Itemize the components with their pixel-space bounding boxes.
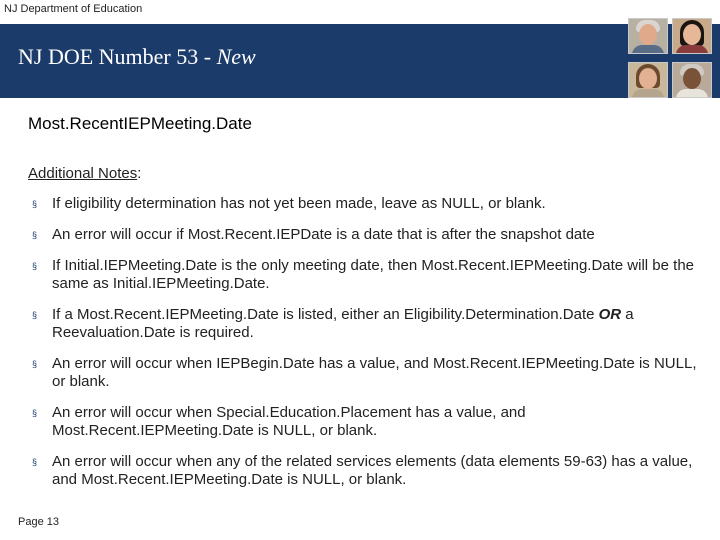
bullet-icon: § bbox=[32, 457, 38, 467]
slide-title-new: New bbox=[216, 44, 256, 69]
note-emphasis: OR bbox=[598, 306, 622, 323]
slide-title bbox=[18, 44, 256, 70]
bullet-icon: § bbox=[32, 310, 38, 320]
page-number: Page 13 bbox=[18, 516, 59, 528]
photo-man-gray-hair bbox=[628, 18, 668, 54]
bullet-icon: § bbox=[32, 261, 38, 271]
notes-list bbox=[28, 195, 698, 502]
title-banner bbox=[0, 24, 720, 98]
note-item: § If Initial.IEPMeeting.Date is the only meeting date, then Most.Recent.IEPMeeting.Date will be the same as Initial.IEPMeeting.Date. bbox=[32, 257, 695, 292]
field-heading: Most.RecentIEPMeeting.Date bbox=[28, 114, 252, 133]
photo-man-elder bbox=[672, 62, 712, 98]
bullet-icon: § bbox=[32, 199, 38, 209]
bullet-icon: § bbox=[32, 359, 38, 369]
bullet-icon: § bbox=[32, 408, 38, 418]
note-item: § An error will occur when any of the related services elements (data elements 59-63) has a value, and Most.Recent.IEPMeeting.Date is NULL, or blank. bbox=[32, 453, 693, 488]
note-item: § If a Most.Recent.IEPMeeting.Date is listed, either an Eligibility.Determination.Date OR a Reevaluation.Date is required. bbox=[32, 306, 634, 341]
photo-woman-brown-hair bbox=[628, 62, 668, 98]
notes-label: Additional Notes: bbox=[28, 165, 142, 182]
slide-title-main: NJ DOE Number 53 - bbox=[18, 44, 217, 69]
note-item: § An error will occur if Most.Recent.IEPDate is a date that is after the snapshot date bbox=[32, 226, 595, 243]
photo-woman-dark-hair bbox=[672, 18, 712, 54]
note-item: § An error will occur when IEPBegin.Date has a value, and Most.Recent.IEPMeeting.Date is NULL, or blank. bbox=[32, 355, 697, 390]
note-item: § An error will occur when Special.Education.Placement has a value, and Most.Recent.IEPMeeting.Date is NULL, or blank. bbox=[32, 404, 526, 439]
bullet-icon: § bbox=[32, 230, 38, 240]
note-item: § If eligibility determination has not yet been made, leave as NULL, or blank. bbox=[32, 195, 546, 212]
organization-name: NJ Department of Education bbox=[4, 3, 143, 15]
